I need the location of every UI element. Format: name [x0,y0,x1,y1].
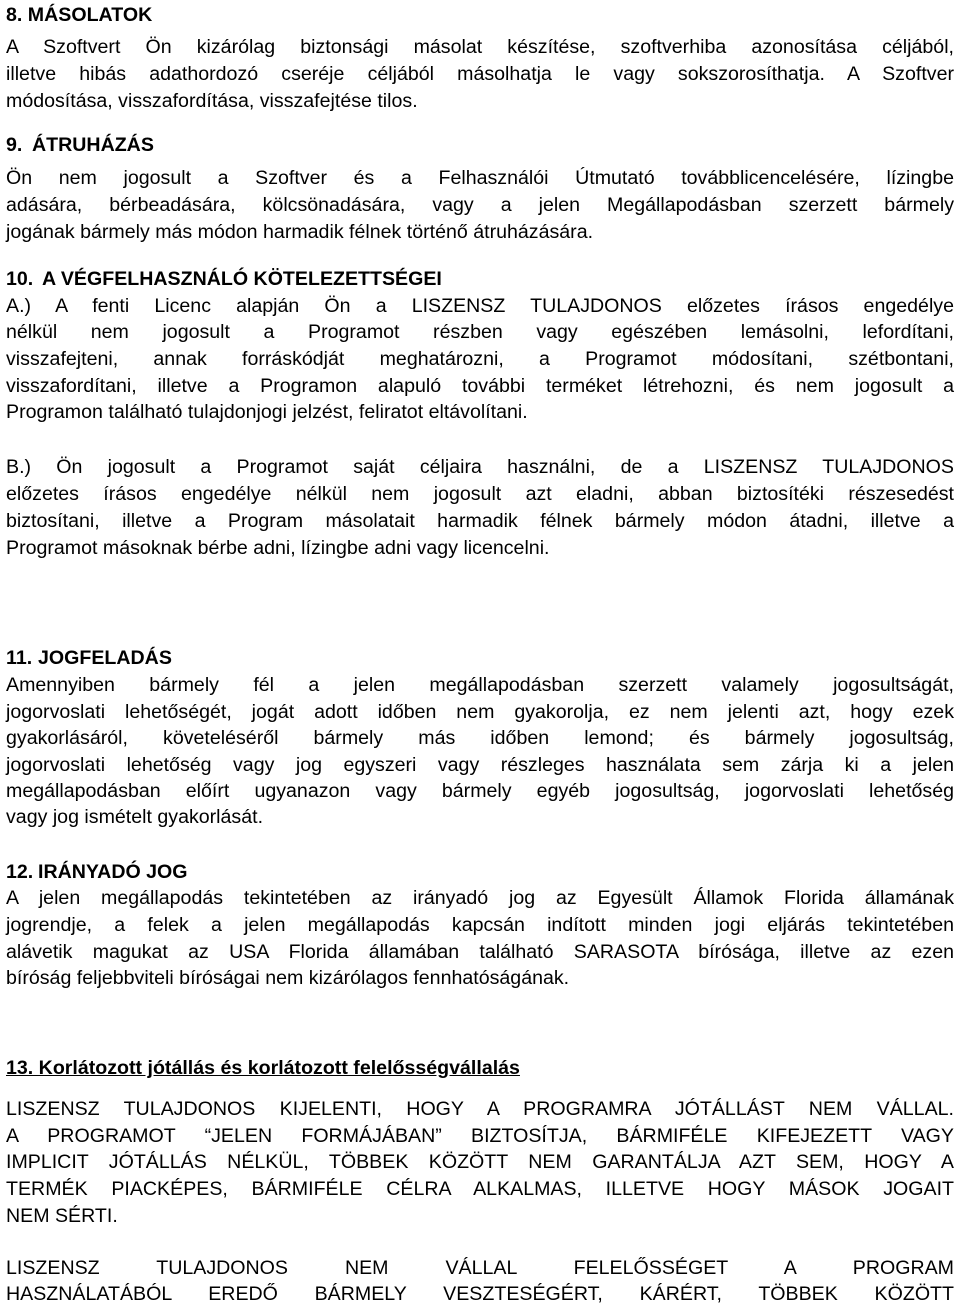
section-10-heading [6,265,954,293]
section-12-line-3: alávetik magukat az USA Florida államában található SARASOTA bírósága, illetve az ezen [6,941,954,963]
section-12-line-1: A jelen megállapodás tekintetében az irányadó jog az Egyesült Államok Florida államának [6,887,954,909]
section-10b-line-1: B.) Ön jogosult a Programot saját céljaira használni, de a LISZENSZ TULAJDONOS [6,456,954,478]
section-13-p2-line-2: HASZNÁLATÁBÓL EREDŐ BÁRMELY VESZTESÉGÉRT, KÁRÉRT, TÖBBEK KÖZÖTT [6,1283,954,1305]
section-13-p1-line-4: TERMÉK PIACKÉPES, BÁRMIFÉLE CÉLRA ALKALMAS, ILLETVE HOGY MÁSOK JOGAIT [6,1178,954,1200]
section-8-line-3: módosítása, visszafordítása, visszafejtése tilos. [6,90,418,112]
section-10-title: A VÉGFELHASZNÁLÓ KÖTELEZETTSÉGEI [42,268,442,290]
section-8-line-1: A Szoftvert Ön kizárólag biztonsági másolat készítése, szoftverhiba azonosítása céljából, [6,36,954,58]
section-10a-line-2: nélkül nem jogosult a Programot részben vagy egészében lemásolni, lefordítani, [6,321,954,343]
section-10a-line-1: A.) A fenti Licenc alapján Ön a LISZENSZ TULAJDONOS előzetes írásos engedélye [6,295,954,317]
section-12-line-2: jogrendje, a felek a jelen megállapodás kapcsán indított minden jogi eljárás tekintetében [6,914,954,936]
section-13-p1-line-2: A PROGRAMOT “JELEN FORMÁJÁBAN” BIZTOSÍTJA, BÁRMIFÉLE KIFEJEZETT VAGY [6,1125,954,1147]
section-10b-line-4: Programot másoknak bérbe adni, lízingbe adni vagy licencelni. [6,537,550,559]
section-12-heading [6,858,954,886]
section-10b-line-2: előzetes írásos engedélye nélkül nem jogosult azt eladni, abban biztosítéki részesedést [6,483,954,505]
section-8-line-2: illetve hibás adathordozó cseréje céljából másolhatja le vagy sokszorosíthatja. A Szoftver [6,63,954,85]
section-11-line-2: jogorvoslati lehetőségét, jogát adott időben nem gyakorolja, ez nem jelenti azt, hogy ezek [6,701,954,723]
section-12-line-4: bíróság feljebbviteli bíróságai nem kizárólagos fennhatóságának. [6,967,570,989]
section-9-title: ÁTRUHÁZÁS [32,134,154,156]
section-10a-line-4: visszafordítani, illetve a Programon alapuló további terméket létrehozni, és nem jogosult a [6,375,954,397]
section-12-title: IRÁNYADÓ JOG [38,861,188,883]
section-11-number: 11. [6,647,33,669]
section-11-heading [6,644,954,672]
section-10a-line-5: Programon található tulajdonjogi jelzést, feliratot eltávolítani. [6,401,528,423]
section-10-number: 10. [6,268,34,290]
section-13-p1-line-3: IMPLICIT JÓTÁLLÁS NÉLKÜL, TÖBBEK KÖZÖTT NEM GARANTÁLJA AZT SEM, HOGY A [6,1151,954,1173]
section-12-number: 12. [6,861,34,883]
section-13-p1-line-5: NEM SÉRTI. [6,1205,118,1227]
section-11-title: JOGFELADÁS [38,647,172,669]
section-9-line-3: jogának bármely más módon harmadik félnek történő átruházására. [6,221,594,243]
section-9-heading [6,131,954,159]
section-9-number: 9. [6,134,23,156]
section-11-line-6: vagy jog ismételt gyakorlását. [6,806,264,828]
section-13-p2-line-1: LISZENSZ TULAJDONOS NEM VÁLLAL FELELŐSSÉGET A PROGRAM [6,1257,954,1279]
section-13-p1-line-1: LISZENSZ TULAJDONOS KIJELENTI, HOGY A PROGRAMRA JÓTÁLLÁST NEM VÁLLAL. [6,1098,954,1120]
section-13-heading: 13. Korlátozott jótállás és korlátozott felelősségvállalás [6,1057,520,1079]
section-8-heading: 8. MÁSOLATOK [6,4,153,26]
section-10a-line-3: visszafejteni, annak forráskódját meghatározni, a Programot módosítani, szétbontani, [6,348,954,370]
section-11-line-1: Amennyiben bármely fél a jelen megállapodásban szerzett valamely jogosultságát, [6,674,954,696]
section-10b-line-3: biztosítani, illetve a Program másolatait harmadik félnek bármely módon átadni, illetve a [6,510,954,532]
section-11-line-5: megállapodásban előírt ugyanazon vagy bármely egyéb jogosultság, jogorvoslati lehetőség [6,780,954,802]
section-11-line-3: gyakorlásáról, követeléséről bármely más időben lemond; és bármely jogosultság, [6,727,954,749]
section-9-line-1: Ön nem jogosult a Szoftver és a Felhasználói Útmutató továbblicencelésére, lízingbe [6,167,954,189]
section-9-line-2: adására, bérbeadására, kölcsönadására, vagy a jelen Megállapodásban szerzett bármely [6,194,954,216]
section-11-line-4: jogorvoslati lehetőség vagy jog egyszeri vagy részleges használata sem zárja ki a jelen [6,754,954,776]
